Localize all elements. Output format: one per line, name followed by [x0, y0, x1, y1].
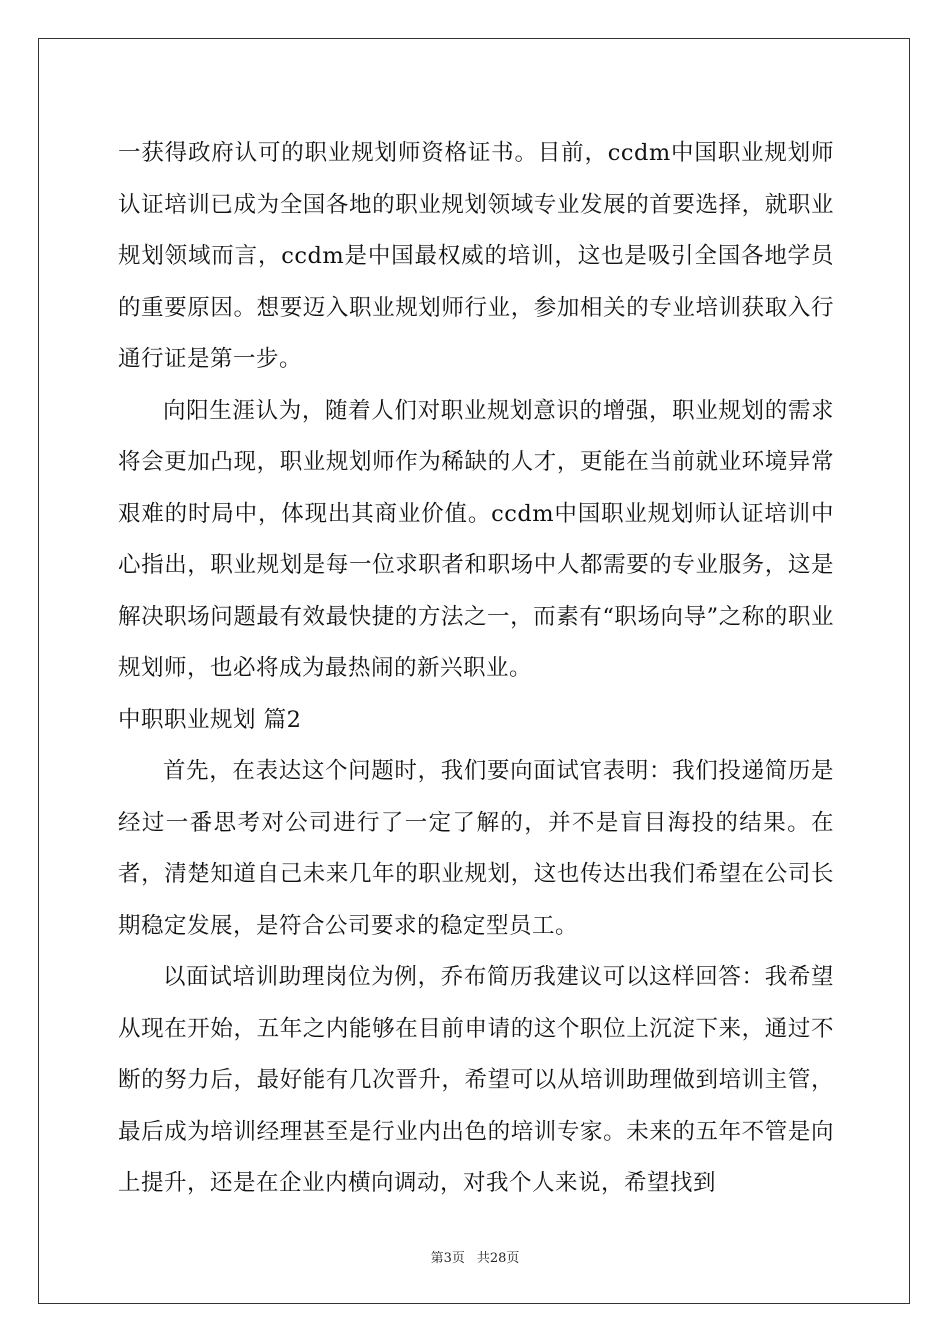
paragraph-3: 首先，在表达这个问题时，我们要向面试官表明：我们投递简历是经过一番思考对公司进行了一定了解的，并不是盲目海投的结果。在者，清楚知道自己未来几年的职业规划，这也传达出我们希望在公司长期稳定发展，是符合公司要求的稳定型员工。: [118, 758, 834, 939]
document-body: [118, 128, 834, 1210]
page-total: 共28页: [476, 1251, 520, 1266]
page-number: 第3页: [430, 1251, 465, 1266]
page-footer: [0, 1247, 950, 1266]
paragraph-4: 以面试培训助理岗位为例，乔布简历我建议可以这样回答：我希望从现在开始，五年之内能够在目前申请的这个职位上沉淀下来，通过不断的努力后，最好能有几次晋升，希望可以从培训助理做到培训主管，最后成为培训经理甚至是行业内出色的培训专家。未来的五年不管是向上提升，还是在企业内横向调动，对我个人来说，希望找到: [118, 964, 834, 1196]
section-heading: 中职职业规划 篇2: [118, 706, 302, 733]
paragraph-2: 向阳生涯认为，随着人们对职业规划意识的增强，职业规划的需求将会更加凸现，职业规划师作为稀缺的人才，更能在当前就业环境异常艰难的时局中，体现出其商业价值。ccdm中国职业规划师认证培训中心指出，职业规划是每一位求职者和职场中人都需要的专业服务，这是解决职场问题最有效最快捷的方法之一，而素有“职场向导”之称的职业规划师，也必将成为最热闹的新兴职业。: [118, 397, 834, 681]
paragraph-1: 一获得政府认可的职业规划师资格证书。目前，ccdm中国职业规划师认证培训已成为全国各地的职业规划领域专业发展的首要选择，就职业规划领域而言，ccdm是中国最权威的培训，这也是吸引全国各地学员的重要原因。想要迈入职业规划师行业，参加相关的专业培训获取入行通行证是第一步。: [118, 140, 834, 372]
